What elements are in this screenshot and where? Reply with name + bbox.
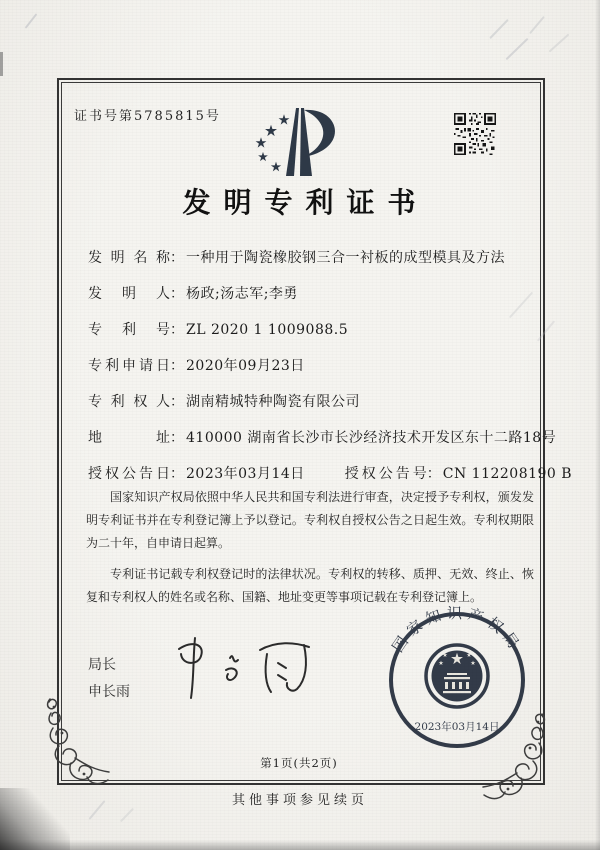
cnipa-patent-logo-icon (246, 104, 350, 186)
seal-org-text: 国家知识产权局 (388, 606, 526, 656)
legal-text (86, 486, 534, 617)
field-separator: ： (170, 250, 184, 266)
seal-date-text: 2023年03月14日 (414, 721, 500, 733)
continuation-note: 其他事项参见续页 (231, 793, 368, 808)
field-value: 杨政;汤志军;李勇 (186, 286, 298, 302)
scan-smudge (25, 13, 38, 28)
field-separator: ： (426, 466, 441, 482)
field-address (88, 427, 557, 449)
field-grant-number (345, 466, 572, 482)
field-invention-name (88, 247, 536, 269)
field-value: CN 112208190 B (442, 466, 573, 482)
field-separator: ： (170, 466, 184, 482)
field-separator: ： (170, 394, 184, 410)
scan-smudge (120, 808, 134, 822)
field-label: 专利号 (88, 322, 170, 338)
field-value: 2020年09月23日 (186, 358, 305, 374)
field-separator: ： (170, 358, 184, 374)
field-grant-date-and-number (88, 463, 573, 485)
field-separator: ： (170, 430, 184, 446)
field-label: 授权公告日 (88, 466, 170, 482)
field-label: 专利权人 (88, 394, 170, 410)
floral-corner-ornament-icon (40, 697, 110, 793)
field-label: 发明名称 (88, 250, 170, 266)
floral-corner-ornament-icon (482, 712, 552, 808)
scan-smudge (489, 19, 508, 39)
field-value: 一种用于陶瓷橡胶钢三合一衬板的成型模具及方法 (186, 250, 505, 266)
scan-smudge (549, 34, 570, 53)
field-inventors (88, 283, 536, 305)
field-label: 授权公告号 (344, 466, 427, 482)
scan-corner-shadow (0, 788, 70, 850)
legal-paragraph-1: 国家知识产权局依照中华人民共和国专利法进行审查，决定授予专利权，颁发发明专利证书并在专利登记簿上予以登记。专利权自授权公告之日起生效。专利权期限为二十年，自申请日起算。 (86, 490, 534, 550)
field-patentee (88, 391, 536, 413)
field-label: 专利申请日 (88, 358, 170, 374)
legal-paragraph-2: 专利证书记载专利权登记时的法律状况。专利权的转移、质押、无效、终止、恢复和专利权人的姓名或名称、国籍、地址变更等事项记载在专利登记簿上。 (86, 567, 534, 604)
field-filing-date (88, 355, 536, 377)
scan-smudge (529, 16, 545, 34)
svg-text:国家知识产权局 (389, 606, 526, 656)
field-label: 发明人 (88, 286, 170, 302)
page-number: 第1页(共2页) (260, 756, 338, 770)
certificate-title: 发明专利证书 (182, 186, 429, 219)
field-separator: ： (170, 286, 184, 302)
scan-edge-shadow (0, 840, 600, 850)
field-value: 2023年03月14日 (186, 466, 305, 482)
field-label: 地址 (88, 430, 170, 446)
scan-smudge (506, 38, 529, 60)
certificate-number: 证书号第5785815号 (74, 109, 221, 124)
field-value: 410000 湖南省长沙市长沙经济技术开发区东十二路18号 (186, 430, 557, 446)
certificate-fields (88, 247, 573, 499)
scan-edge-shadow (595, 0, 600, 850)
qr-code-icon (452, 113, 498, 159)
field-separator: ： (170, 322, 184, 338)
handwritten-signature-icon (168, 632, 318, 708)
director-title: 局长 (88, 657, 116, 673)
field-value: ZL 2020 1 1009088.5 (186, 322, 349, 338)
field-value: 湖南精城特种陶瓷有限公司 (186, 394, 360, 410)
director-name: 申长雨 (88, 684, 130, 700)
field-patent-number (88, 319, 536, 341)
scan-edge-mark (0, 52, 3, 76)
